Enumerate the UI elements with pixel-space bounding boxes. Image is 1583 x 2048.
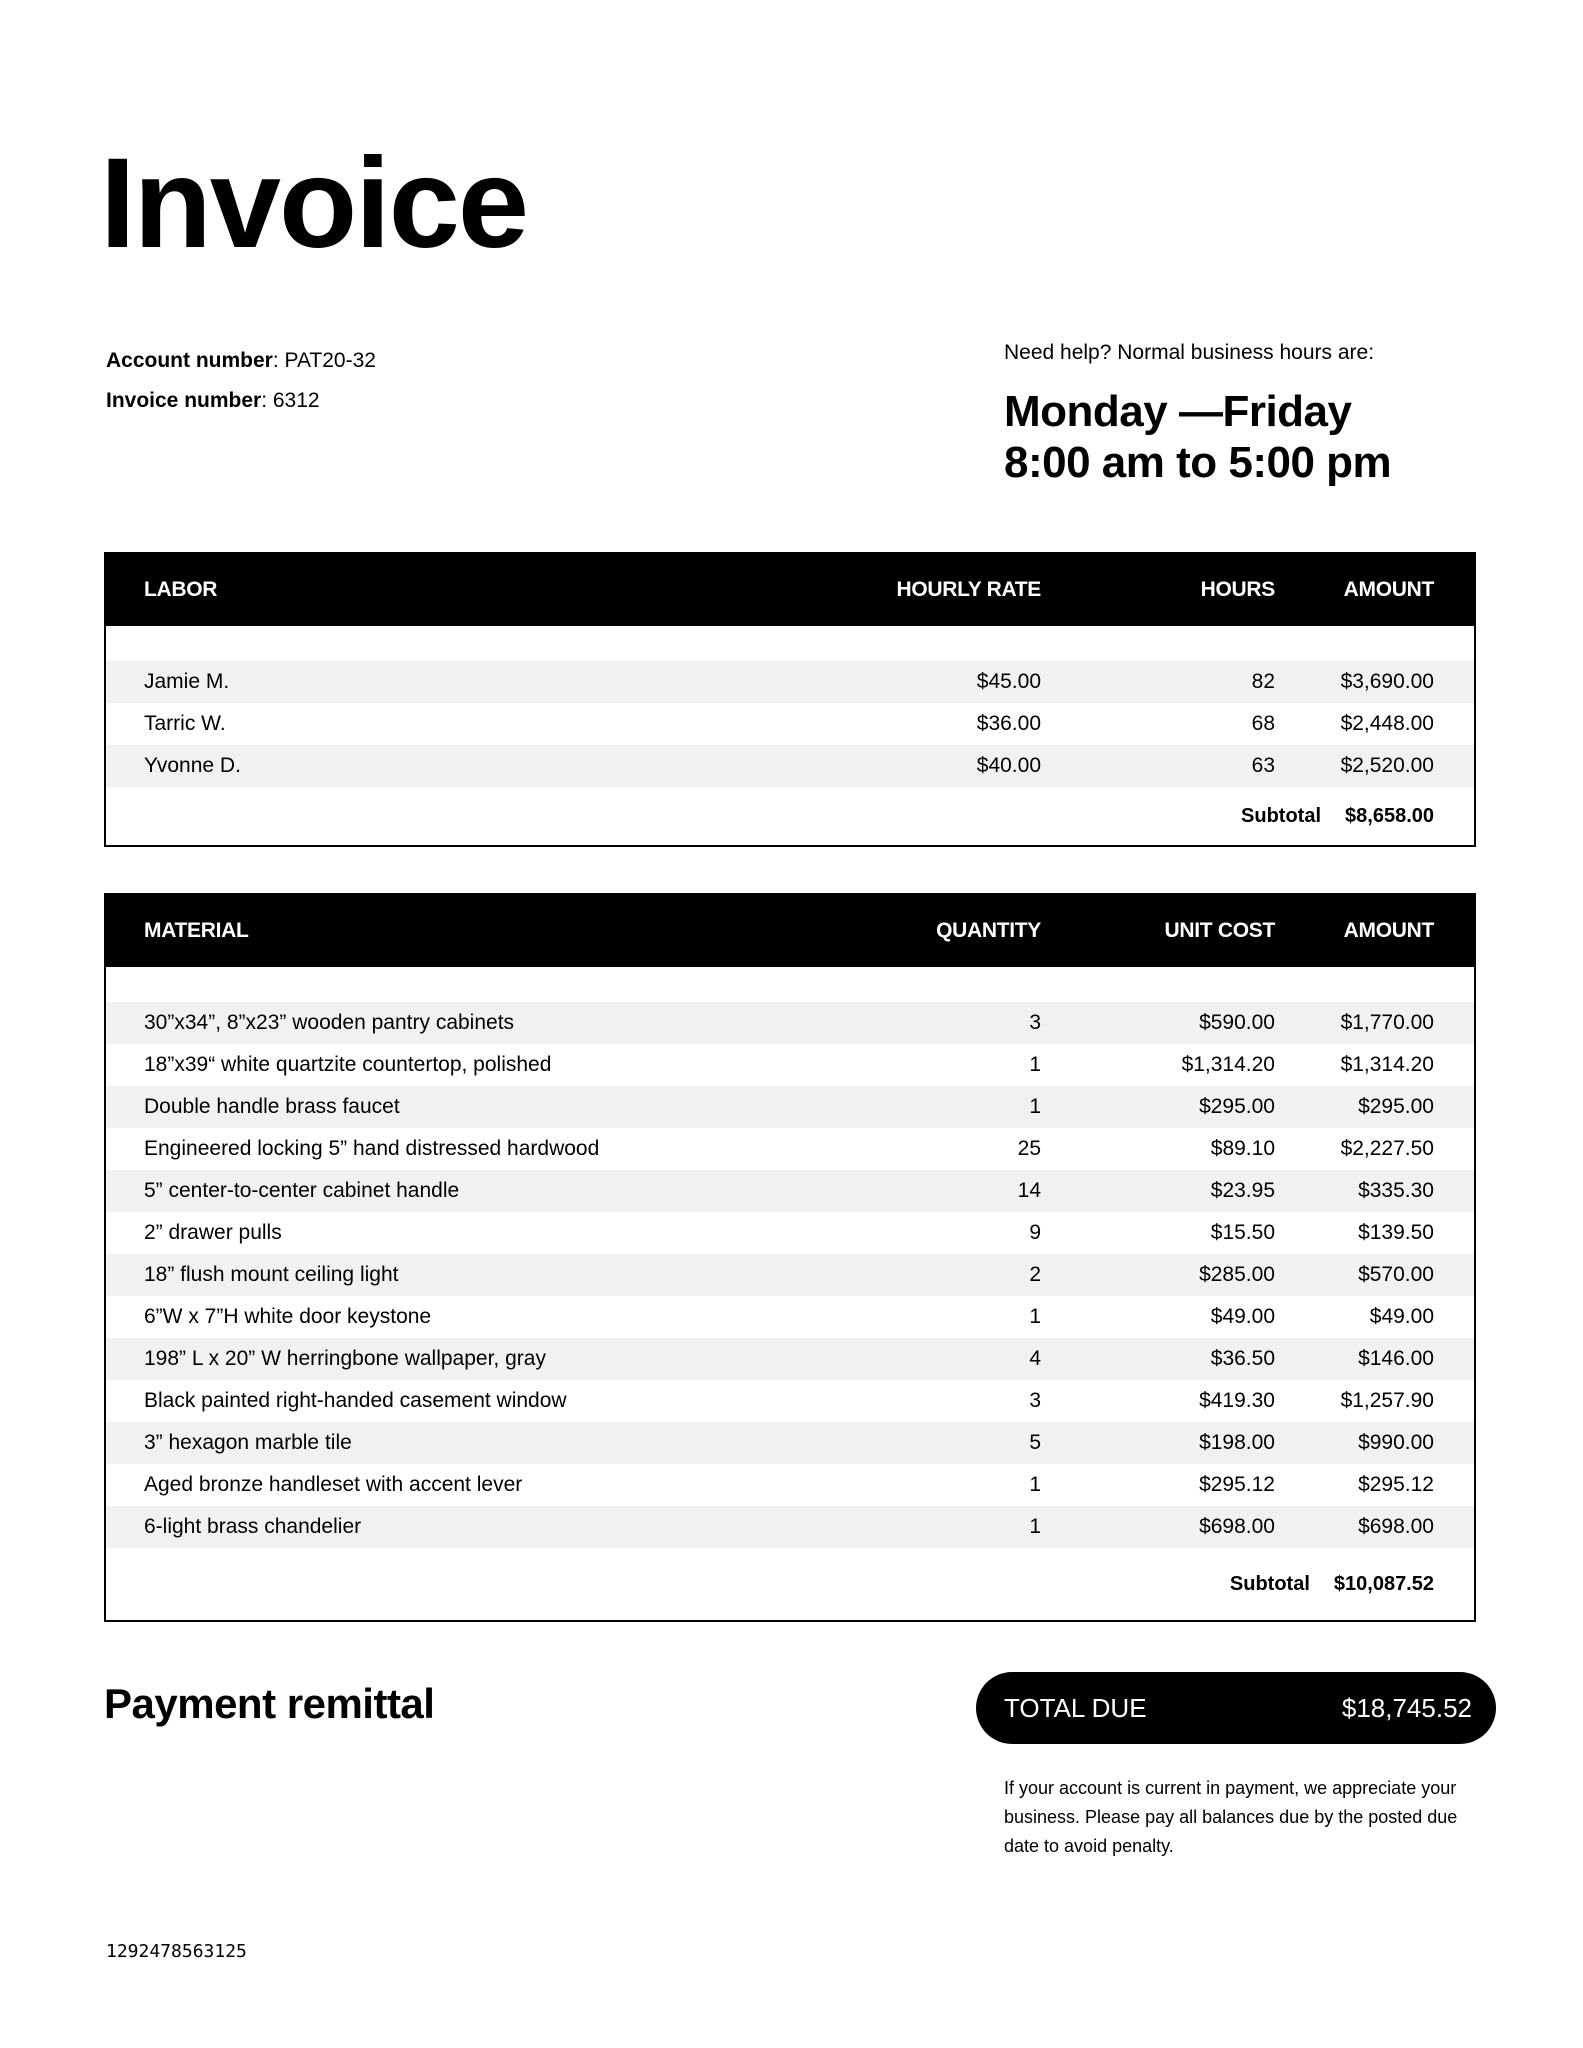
table-row: [105, 1380, 1475, 1422]
labor-header-labor: LABOR: [105, 553, 675, 626]
material-quantity: 3: [675, 1002, 1041, 1044]
labor-hours: 63: [1041, 745, 1275, 787]
material-unit-cost: $23.95: [1041, 1170, 1275, 1212]
labor-table: [104, 552, 1476, 847]
labor-rate: $45.00: [675, 661, 1041, 703]
material-amount: $49.00: [1369, 1305, 1434, 1328]
payment-remittal-heading: Payment remittal: [104, 1680, 435, 1727]
table-row: [105, 1044, 1475, 1086]
material-quantity: 4: [675, 1338, 1041, 1380]
material-name: Double handle brass faucet: [105, 1086, 675, 1128]
total-due-label: TOTAL DUE: [1004, 1692, 1147, 1723]
material-header-row: [105, 894, 1475, 967]
labor-header-amount: AMOUNT: [1275, 553, 1475, 626]
material-quantity: 5: [675, 1422, 1041, 1464]
material-unit-cost: $89.10: [1210, 1137, 1275, 1160]
labor-rate: $36.00: [976, 712, 1041, 735]
material-name: 18”x39“ white quartzite countertop, polished: [144, 1053, 552, 1076]
labor-header-row: [105, 553, 1475, 626]
labor-subtotal-label: Subtotal: [1241, 804, 1322, 827]
material-quantity: 3: [1029, 1389, 1041, 1412]
business-days: Monday —Friday: [1004, 387, 1352, 436]
table-row: [105, 1296, 1475, 1338]
table-row: [105, 1212, 1475, 1254]
table-row: [105, 1254, 1475, 1296]
table-row: [105, 1170, 1475, 1212]
account-number-value: PAT20-32: [284, 349, 376, 372]
labor-subtotal-value: $8,658.00: [1345, 804, 1434, 827]
material-unit-cost: $1,314.20: [1181, 1053, 1275, 1076]
material-quantity: 14: [675, 1170, 1041, 1212]
material-amount: $335.30: [1275, 1170, 1475, 1212]
material-name: 6”W x 7”H white door keystone: [144, 1305, 432, 1328]
material-amount: $1,314.20: [1340, 1053, 1434, 1076]
material-unit-cost: $15.50: [1210, 1221, 1275, 1244]
material-quantity: 1: [675, 1506, 1041, 1548]
material-header-unit-cost: UNIT COST: [1041, 894, 1275, 967]
table-row: [105, 745, 1475, 787]
labor-header-hours: HOURS: [1041, 553, 1275, 626]
material-name: 18” flush mount ceiling light: [105, 1254, 675, 1296]
material-name: Aged bronze handleset with accent lever: [144, 1473, 523, 1496]
material-unit-cost: $590.00: [1041, 1002, 1275, 1044]
material-amount: $990.00: [1275, 1422, 1475, 1464]
labor-header-rate: HOURLY RATE: [675, 553, 1041, 626]
table-row: [105, 703, 1475, 745]
material-quantity: 1: [1029, 1305, 1041, 1328]
material-subtotal-row: [105, 1548, 1475, 1621]
account-info: [106, 341, 376, 421]
labor-name: Jamie M.: [105, 661, 675, 703]
material-header-quantity: QUANTITY: [675, 894, 1041, 967]
material-amount: $146.00: [1275, 1338, 1475, 1380]
table-spacer: [105, 967, 1475, 1002]
material-subtotal-label: Subtotal: [1229, 1572, 1310, 1595]
material-subtotal-value: $10,087.52: [1333, 1572, 1434, 1595]
table-row: [105, 1086, 1475, 1128]
help-question: Need help? Normal business hours are:: [1004, 341, 1375, 364]
help-block: [1004, 341, 1391, 488]
material-name: Engineered locking 5” hand distressed hardwood: [144, 1137, 600, 1160]
table-row: [105, 1002, 1475, 1044]
table-row: [105, 661, 1475, 703]
material-quantity: 9: [1029, 1221, 1041, 1244]
material-name: 3” hexagon marble tile: [105, 1422, 675, 1464]
total-due-value: $18,745.52: [1341, 1692, 1472, 1723]
payment-note: If your account is current in payment, we appreciate your business. Please pay all balances due by the posted due date to avoid penalty.: [1004, 1778, 1458, 1856]
material-unit-cost: $698.00: [1041, 1506, 1275, 1548]
account-number-label: Account number: [106, 349, 273, 372]
material-name: 198” L x 20” W herringbone wallpaper, gray: [105, 1338, 675, 1380]
material-name: 30”x34”, 8”x23” wooden pantry cabinets: [105, 1002, 675, 1044]
material-quantity: 1: [1029, 1053, 1041, 1076]
material-unit-cost: $295.12: [1199, 1473, 1275, 1496]
material-amount: $295.00: [1275, 1086, 1475, 1128]
material-table: [104, 893, 1476, 1622]
material-unit-cost: $36.50: [1041, 1338, 1275, 1380]
material-unit-cost: $49.00: [1210, 1305, 1275, 1328]
document-code: 1292478563125: [106, 1941, 247, 1962]
material-quantity: 2: [675, 1254, 1041, 1296]
table-row: [105, 1422, 1475, 1464]
material-quantity: 1: [675, 1086, 1041, 1128]
business-hours: [1004, 386, 1391, 488]
table-row: [105, 1128, 1475, 1170]
material-amount: $1,770.00: [1275, 1002, 1475, 1044]
invoice-title: Invoice: [100, 132, 528, 275]
material-amount: $1,257.90: [1340, 1389, 1434, 1412]
table-row: [105, 1338, 1475, 1380]
labor-rate: $40.00: [675, 745, 1041, 787]
material-amount: $570.00: [1275, 1254, 1475, 1296]
invoice-number: Invoice number: 6312: [106, 389, 320, 412]
labor-hours: 68: [1251, 712, 1275, 735]
account-number: Account number: PAT20-32: [106, 349, 376, 372]
material-amount: $295.12: [1358, 1473, 1434, 1496]
business-time: 8:00 am to 5:00 pm: [1004, 438, 1392, 487]
table-spacer: [105, 626, 1475, 661]
material-unit-cost: $295.00: [1041, 1086, 1275, 1128]
invoice-number-label: Invoice number: [106, 389, 262, 412]
labor-amount: $3,690.00: [1275, 661, 1475, 703]
material-header-amount: AMOUNT: [1275, 894, 1475, 967]
material-name: Black painted right-handed casement window: [144, 1389, 567, 1412]
material-amount: $698.00: [1275, 1506, 1475, 1548]
material-amount: $139.50: [1358, 1221, 1434, 1244]
material-unit-cost: $419.30: [1199, 1389, 1275, 1412]
material-name: 2” drawer pulls: [144, 1221, 282, 1244]
material-unit-cost: $198.00: [1041, 1422, 1275, 1464]
table-row: [105, 1464, 1475, 1506]
material-quantity: 25: [1017, 1137, 1041, 1160]
labor-name: Tarric W.: [144, 712, 226, 735]
total-due-pill: [976, 1672, 1496, 1744]
material-name: 5” center-to-center cabinet handle: [105, 1170, 675, 1212]
material-quantity: 1: [1029, 1473, 1041, 1496]
material-name: 6-light brass chandelier: [105, 1506, 675, 1548]
material-amount: $2,227.50: [1340, 1137, 1434, 1160]
material-header-material: MATERIAL: [105, 894, 675, 967]
material-unit-cost: $285.00: [1041, 1254, 1275, 1296]
labor-amount: $2,448.00: [1340, 712, 1434, 735]
labor-hours: 82: [1041, 661, 1275, 703]
labor-amount: $2,520.00: [1275, 745, 1475, 787]
invoice-number-value: 6312: [272, 389, 320, 412]
table-row: [105, 1506, 1475, 1548]
labor-name: Yvonne D.: [105, 745, 675, 787]
labor-subtotal-row: [105, 787, 1475, 846]
